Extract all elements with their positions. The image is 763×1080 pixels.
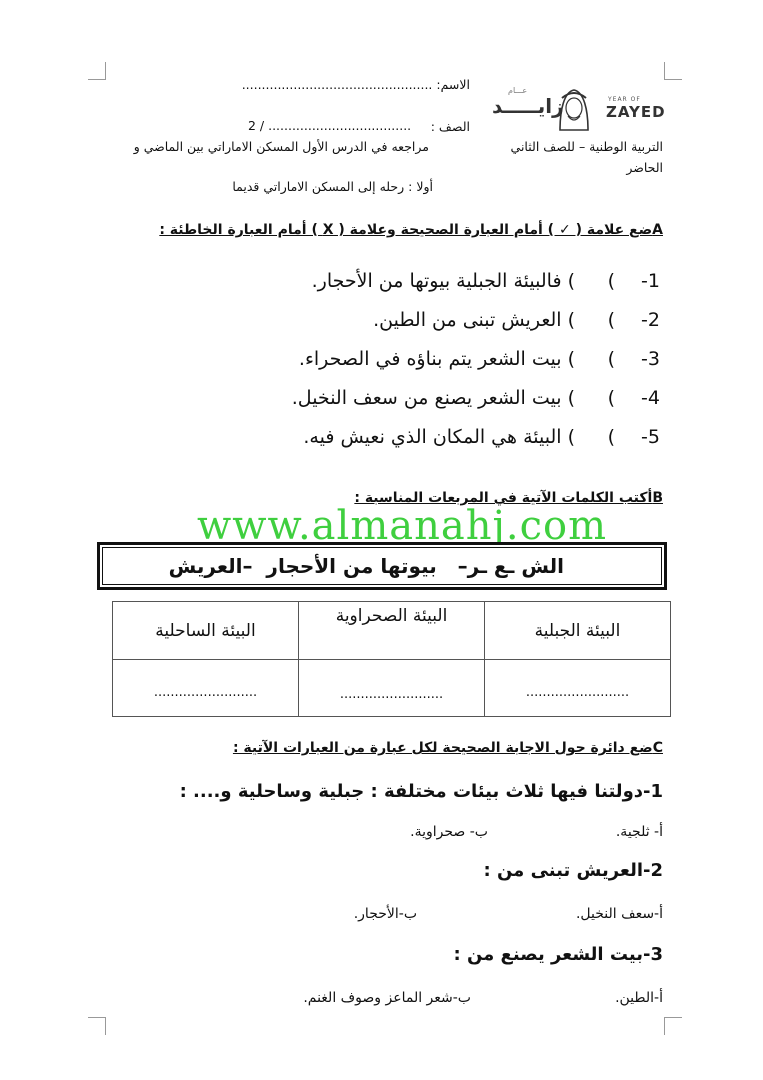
watermark: www.almanahj.com xyxy=(197,503,608,549)
list-item xyxy=(290,385,660,415)
column-header: البيئة الجبلية xyxy=(485,602,671,660)
answer-bracket[interactable]: ( xyxy=(607,426,615,448)
question-3: 3-بيت الشعر يصنع من : xyxy=(453,944,663,965)
crop-mark xyxy=(664,79,682,80)
year-of-zayed-logo xyxy=(490,86,665,132)
word-bank-text: الش ـع ـر– بيوتها من الأحجار –العريش xyxy=(168,554,564,578)
class-value: 2 / .................................... xyxy=(248,118,412,133)
item-text: ) فالبيئة الجبلية بيوتها من الأحجار. xyxy=(311,270,575,292)
item-text: ) البيئة هي المكان الذي نعيش فيه. xyxy=(303,426,575,448)
item-text: ) بيت الشعر يتم بناؤه في الصحراء. xyxy=(298,348,575,370)
item-number: -3 xyxy=(641,348,660,370)
present-line: الحاضر xyxy=(626,160,663,175)
crop-mark xyxy=(88,79,106,80)
crop-mark xyxy=(105,62,106,80)
section-c-title: Cضع دائرة حول الاجابة الصحيحة لكل عبارة من العبارات الآتية : xyxy=(232,740,663,756)
section-b-title: Bأكتب الكلمات الآتية في المربعات المناسبة : xyxy=(354,490,663,506)
logo-arabic-small: عـــام xyxy=(508,86,528,95)
word-bank-box xyxy=(97,542,667,590)
section-title: أولا : رحله إلى المسكن الاماراتي قديما xyxy=(232,179,433,194)
review-line: مراجعه في الدرس الأول المسكن الاماراتي بين الماضي و xyxy=(133,139,429,154)
subject-line: التربية الوطنية – للصف الثاني xyxy=(510,139,663,154)
answer-bracket[interactable]: ( xyxy=(607,387,615,409)
option-b[interactable]: ب-شعر الماعز وصوف الغنم. xyxy=(303,990,471,1006)
option-a[interactable]: أ-الطين. xyxy=(615,990,663,1006)
option-b[interactable]: ب-الأحجار. xyxy=(353,906,417,922)
list-item xyxy=(290,307,660,337)
list-item xyxy=(290,346,660,376)
answer-blank[interactable]: ......................... xyxy=(113,660,299,717)
item-text: ) بيت الشعر يصنع من سعف النخيل. xyxy=(291,387,575,409)
option-a[interactable]: أ- ثلجية. xyxy=(615,824,663,840)
class-label: الصف : xyxy=(430,119,470,134)
answer-bracket[interactable]: ( xyxy=(607,309,615,331)
crop-mark xyxy=(664,1017,665,1035)
environments-table xyxy=(112,601,671,717)
item-number: -1 xyxy=(641,270,660,292)
logo-en-small: YEAR OF xyxy=(608,96,641,103)
item-number: -5 xyxy=(641,426,660,448)
list-item xyxy=(290,424,660,454)
name-field: الاسم: ................................................ xyxy=(241,77,470,92)
answer-blank[interactable]: ......................... xyxy=(299,660,485,717)
answer-bracket[interactable]: ( xyxy=(607,270,615,292)
zayed-portrait-icon xyxy=(554,86,594,132)
column-header: البيئة الصحراوية xyxy=(299,602,485,660)
item-number: -2 xyxy=(641,309,660,331)
section-a-title: Aضع علامة ( ✓ ) أمام العبارة الصحيحة وعلامة ( X ) أمام العبارة الخاطئة : xyxy=(159,222,663,238)
option-a[interactable]: أ-سعف النخيل. xyxy=(575,906,663,922)
item-number: -4 xyxy=(641,387,660,409)
list-item xyxy=(290,268,660,298)
question-1: 1-دولتنا فيها ثلاث بيئات مختلفة : جبلية وساحلية و.... : xyxy=(179,781,663,802)
logo-en: ZAYED xyxy=(606,103,666,121)
crop-mark xyxy=(664,62,665,80)
crop-mark xyxy=(664,1017,682,1018)
crop-mark xyxy=(88,1017,106,1018)
item-text: ) العريش تبنى من الطين. xyxy=(373,309,575,331)
logo-arabic: زايـــــد xyxy=(492,94,564,118)
answer-blank[interactable]: ......................... xyxy=(485,660,671,717)
column-header: البيئة الساحلية xyxy=(113,602,299,660)
option-b[interactable]: ب- صحراوية. xyxy=(410,824,488,840)
crop-mark xyxy=(105,1017,106,1035)
question-2: 2-العريش تبنى من : xyxy=(483,860,663,881)
answer-bracket[interactable]: ( xyxy=(607,348,615,370)
